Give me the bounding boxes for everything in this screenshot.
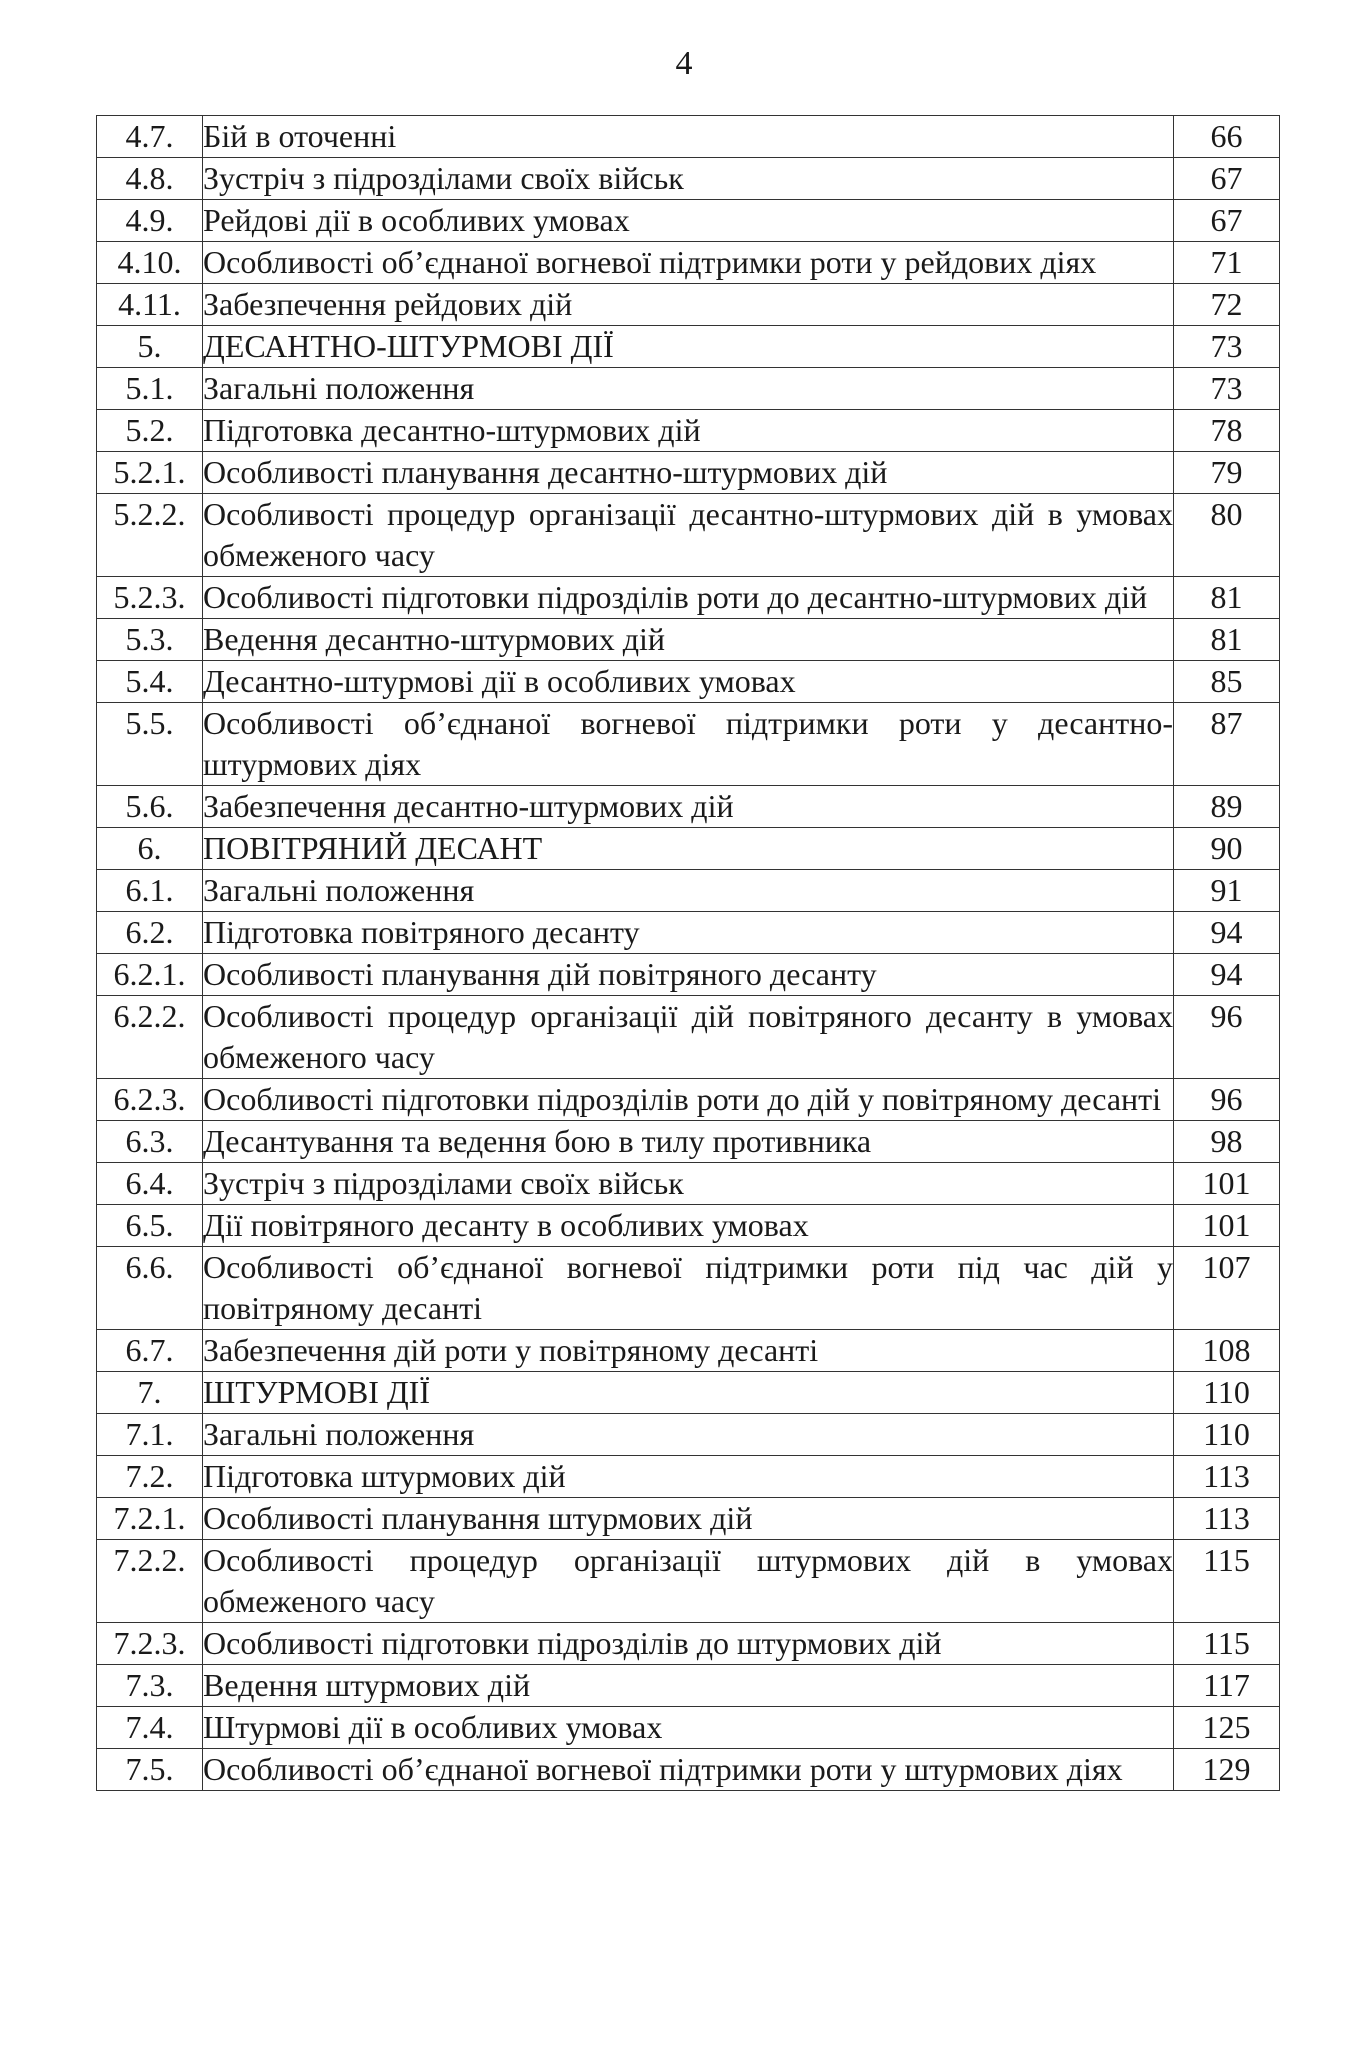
table-row <box>97 494 1280 577</box>
section-title: Загальні положення <box>203 368 1174 410</box>
section-title: Забезпечення дій роти у повітряному десанті <box>203 1330 1174 1372</box>
table-row <box>97 410 1280 452</box>
section-number: 4.7. <box>97 116 203 158</box>
section-title: Зустріч з підрозділами своїх військ <box>203 1163 1174 1205</box>
section-title: Десантування та ведення бою в тилу противника <box>203 1121 1174 1163</box>
section-title: Підготовка повітряного десанту <box>203 912 1174 954</box>
section-number: 6.3. <box>97 1121 203 1163</box>
page-reference: 110 <box>1174 1414 1280 1456</box>
section-number: 7.2.2. <box>97 1540 203 1623</box>
section-number: 4.9. <box>97 200 203 242</box>
page-reference: 96 <box>1174 1079 1280 1121</box>
table-row <box>97 870 1280 912</box>
section-number: 5.4. <box>97 661 203 703</box>
section-title: Ведення штурмових дій <box>203 1665 1174 1707</box>
section-number: 6. <box>97 828 203 870</box>
table-row <box>97 200 1280 242</box>
table-row <box>97 912 1280 954</box>
page-reference: 96 <box>1174 996 1280 1079</box>
section-title: Особливості планування дій повітряного десанту <box>203 954 1174 996</box>
table-row <box>97 1163 1280 1205</box>
page-reference: 110 <box>1174 1372 1280 1414</box>
page-reference: 98 <box>1174 1121 1280 1163</box>
page-number: 4 <box>675 45 693 82</box>
section-title: Особливості підготовки підрозділів роти до десантно-штурмових дій <box>203 577 1174 619</box>
page-reference: 101 <box>1174 1205 1280 1247</box>
section-number: 7.2.3. <box>97 1623 203 1665</box>
table-row <box>97 1330 1280 1372</box>
table-row <box>97 1414 1280 1456</box>
page-reference: 81 <box>1174 619 1280 661</box>
page-reference: 129 <box>1174 1749 1280 1791</box>
section-number: 6.2.1. <box>97 954 203 996</box>
table-row <box>97 828 1280 870</box>
table-row <box>97 1121 1280 1163</box>
table-row <box>97 1707 1280 1749</box>
section-number: 7.2. <box>97 1456 203 1498</box>
section-title: Особливості об’єднаної вогневої підтримки роти у рейдових діях <box>203 242 1174 284</box>
table-row <box>97 116 1280 158</box>
section-title: Особливості об’єднаної вогневої підтримки роти під час дій у повітряному десанті <box>203 1247 1174 1330</box>
page-reference: 67 <box>1174 200 1280 242</box>
page-reference: 115 <box>1174 1623 1280 1665</box>
page-reference: 113 <box>1174 1498 1280 1540</box>
page-reference: 90 <box>1174 828 1280 870</box>
section-number: 4.11. <box>97 284 203 326</box>
section-number: 7.5. <box>97 1749 203 1791</box>
page-reference: 67 <box>1174 158 1280 200</box>
section-title: Особливості об’єднаної вогневої підтримки роти у десантно-штурмових діях <box>203 703 1174 786</box>
page-reference: 117 <box>1174 1665 1280 1707</box>
table-row <box>97 954 1280 996</box>
section-title: Загальні положення <box>203 870 1174 912</box>
section-title: Особливості процедур організації десантно-штурмових дій в умовах обмеженого часу <box>203 494 1174 577</box>
page-reference: 66 <box>1174 116 1280 158</box>
page-reference: 73 <box>1174 368 1280 410</box>
page-reference: 94 <box>1174 954 1280 996</box>
toc-body <box>97 116 1280 1791</box>
section-title: Особливості об’єднаної вогневої підтримки роти у штурмових діях <box>203 1749 1174 1791</box>
page-reference: 107 <box>1174 1247 1280 1330</box>
page-reference: 80 <box>1174 494 1280 577</box>
section-number: 5.2.2. <box>97 494 203 577</box>
section-title: Зустріч з підрозділами своїх військ <box>203 158 1174 200</box>
section-title: Особливості процедур організації штурмових дій в умовах обмеженого часу <box>203 1540 1174 1623</box>
table-row <box>97 1247 1280 1330</box>
table-row <box>97 1372 1280 1414</box>
page-reference: 94 <box>1174 912 1280 954</box>
section-title: Особливості планування штурмових дій <box>203 1498 1174 1540</box>
section-title: Особливості планування десантно-штурмових дій <box>203 452 1174 494</box>
page-reference: 73 <box>1174 326 1280 368</box>
section-number: 6.5. <box>97 1205 203 1247</box>
page-reference: 87 <box>1174 703 1280 786</box>
section-title: Штурмові дії в особливих умовах <box>203 1707 1174 1749</box>
section-title: Особливості підготовки підрозділів до штурмових дій <box>203 1623 1174 1665</box>
page-reference: 85 <box>1174 661 1280 703</box>
section-number: 5.6. <box>97 786 203 828</box>
section-title: Бій в оточенні <box>203 116 1174 158</box>
section-title: Забезпечення десантно-штурмових дій <box>203 786 1174 828</box>
section-title: Особливості процедур організації дій повітряного десанту в умовах обмеженого часу <box>203 996 1174 1079</box>
section-title: Десантно-штурмові дії в особливих умовах <box>203 661 1174 703</box>
table-row <box>97 1665 1280 1707</box>
section-title: Підготовка десантно-штурмових дій <box>203 410 1174 452</box>
table-row <box>97 619 1280 661</box>
section-title: Забезпечення рейдових дій <box>203 284 1174 326</box>
section-number: 4.10. <box>97 242 203 284</box>
section-number: 5.3. <box>97 619 203 661</box>
section-number: 6.4. <box>97 1163 203 1205</box>
section-title: Особливості підготовки підрозділів роти до дій у повітряному десанті <box>203 1079 1174 1121</box>
section-number: 7.2.1. <box>97 1498 203 1540</box>
table-row <box>97 1498 1280 1540</box>
page-reference: 125 <box>1174 1707 1280 1749</box>
table-row <box>97 577 1280 619</box>
section-number: 6.2.3. <box>97 1079 203 1121</box>
section-number: 6.2. <box>97 912 203 954</box>
section-number: 5.2.1. <box>97 452 203 494</box>
page-reference: 81 <box>1174 577 1280 619</box>
section-number: 7. <box>97 1372 203 1414</box>
section-title: ПОВІТРЯНИЙ ДЕСАНТ <box>203 828 1174 870</box>
section-number: 5.2.3. <box>97 577 203 619</box>
table-row <box>97 1205 1280 1247</box>
table-row <box>97 242 1280 284</box>
table-row <box>97 1623 1280 1665</box>
table-row <box>97 1749 1280 1791</box>
section-number: 6.6. <box>97 1247 203 1330</box>
section-number: 7.3. <box>97 1665 203 1707</box>
table-of-contents <box>96 115 1280 1791</box>
table-row <box>97 1079 1280 1121</box>
table-row <box>97 1540 1280 1623</box>
section-title: ДЕСАНТНО-ШТУРМОВІ ДІЇ <box>203 326 1174 368</box>
page-reference: 101 <box>1174 1163 1280 1205</box>
section-number: 6.7. <box>97 1330 203 1372</box>
section-number: 5. <box>97 326 203 368</box>
section-title: Ведення десантно-штурмових дій <box>203 619 1174 661</box>
section-number: 4.8. <box>97 158 203 200</box>
page-reference: 91 <box>1174 870 1280 912</box>
page-reference: 89 <box>1174 786 1280 828</box>
section-title: Підготовка штурмових дій <box>203 1456 1174 1498</box>
section-number: 5.1. <box>97 368 203 410</box>
section-number: 7.1. <box>97 1414 203 1456</box>
section-number: 6.2.2. <box>97 996 203 1079</box>
section-title: Дії повітряного десанту в особливих умовах <box>203 1205 1174 1247</box>
page-reference: 108 <box>1174 1330 1280 1372</box>
page-reference: 115 <box>1174 1540 1280 1623</box>
table-row <box>97 1456 1280 1498</box>
page-reference: 71 <box>1174 242 1280 284</box>
page-reference: 113 <box>1174 1456 1280 1498</box>
page-reference: 79 <box>1174 452 1280 494</box>
table-row <box>97 158 1280 200</box>
table-row <box>97 452 1280 494</box>
table-row <box>97 996 1280 1079</box>
section-number: 5.5. <box>97 703 203 786</box>
section-number: 7.4. <box>97 1707 203 1749</box>
section-number: 5.2. <box>97 410 203 452</box>
table-row <box>97 661 1280 703</box>
table-row <box>97 703 1280 786</box>
section-title: ШТУРМОВІ ДІЇ <box>203 1372 1174 1414</box>
section-title: Загальні положення <box>203 1414 1174 1456</box>
table-row <box>97 368 1280 410</box>
table-row <box>97 786 1280 828</box>
page-reference: 78 <box>1174 410 1280 452</box>
section-number: 6.1. <box>97 870 203 912</box>
table-row <box>97 326 1280 368</box>
section-title: Рейдові дії в особливих умовах <box>203 200 1174 242</box>
table-row <box>97 284 1280 326</box>
page-reference: 72 <box>1174 284 1280 326</box>
